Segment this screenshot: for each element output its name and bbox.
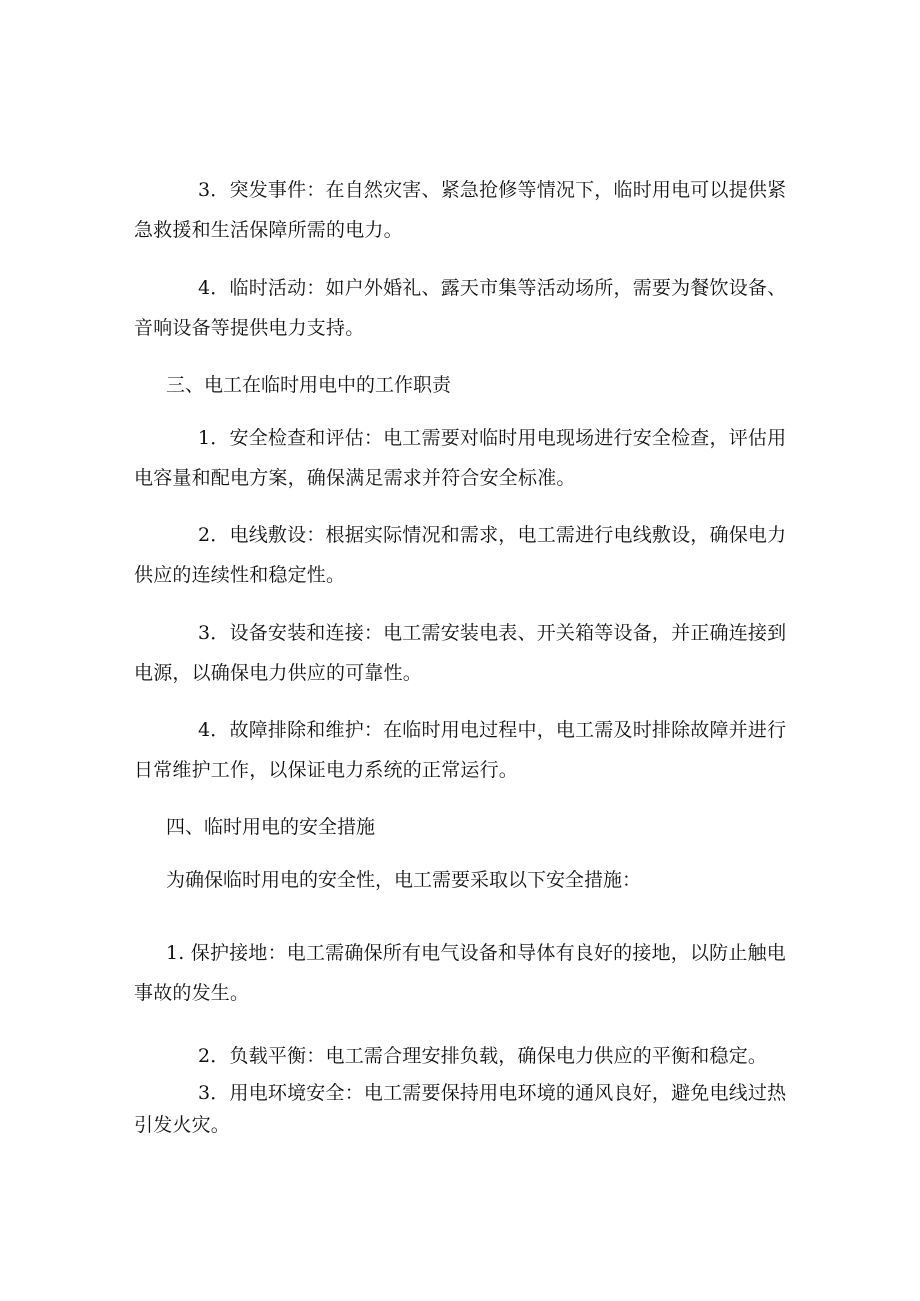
item-number: 1 bbox=[198, 427, 211, 449]
paragraph-text: ．安全检查和评估：电工需要对临时用电现场进行安全检查，评估用电容量和配电方案，确保满足需求并符合安全标准。 bbox=[134, 427, 787, 489]
paragraph-protective-grounding: 1. 保护接地：电工需确保所有电气设备和导体有良好的接地，以防止触电事故的发生。 bbox=[134, 942, 786, 1004]
paragraph-safety-intro: 为确保临时用电的安全性，电工需要采取以下安全措施： bbox=[166, 869, 642, 891]
paragraph-text: ．负载平衡：电工需合理安排负载，确保电力供应的平衡和稳定。 bbox=[210, 1045, 768, 1067]
paragraph-text: ．突发事件：在自然灾害、紧急抢修等情况下，临时用电可以提供紧急救援和生活保障所需的电力。 bbox=[134, 179, 787, 241]
paragraph-text: ．临时活动：如户外婚礼、露天市集等活动场所，需要为餐饮设备、音响设备等提供电力支持。 bbox=[134, 277, 787, 339]
paragraph-load-balance bbox=[134, 1036, 798, 1076]
paragraph-text: ．用电环境安全：电工需要保持用电环境的通风良好，避免电线过热引发火灾。 bbox=[134, 1082, 787, 1136]
item-number: 4 bbox=[198, 719, 211, 741]
paragraph-equipment-installation bbox=[134, 613, 798, 693]
paragraph-safety-inspection bbox=[134, 418, 798, 498]
item-number: 2 bbox=[198, 524, 211, 546]
paragraph-fault-maintenance bbox=[134, 710, 798, 790]
paragraph-text: ．故障排除和维护：在临时用电过程中，电工需及时排除故障并进行日常维护工作，以保证电力系统的正常运行。 bbox=[134, 719, 787, 781]
item-number: 4 bbox=[198, 277, 211, 299]
paragraph-emergency-events bbox=[134, 170, 798, 250]
item-number: 3 bbox=[198, 622, 211, 644]
paragraph-text: ．电线敷设：根据实际情况和需求，电工需进行电线敷设，确保电力供应的连续性和稳定性。 bbox=[134, 524, 787, 586]
section-heading-electrician-duties: 三、电工在临时用电中的工作职责 bbox=[166, 374, 452, 396]
item-number: 2 bbox=[198, 1045, 211, 1067]
paragraph-wire-laying bbox=[134, 515, 798, 595]
item-number: 3 bbox=[198, 179, 211, 201]
paragraph-text: ．设备安装和连接：电工需安装电表、开关箱等设备，并正确连接到电源，以确保电力供应的可靠性。 bbox=[134, 622, 787, 684]
paragraph-environment-safety bbox=[134, 1077, 798, 1141]
item-number: 3 bbox=[198, 1082, 211, 1104]
paragraph-temporary-activities bbox=[134, 268, 798, 348]
section-heading-safety-measures: 四、临时用电的安全措施 bbox=[166, 816, 376, 838]
